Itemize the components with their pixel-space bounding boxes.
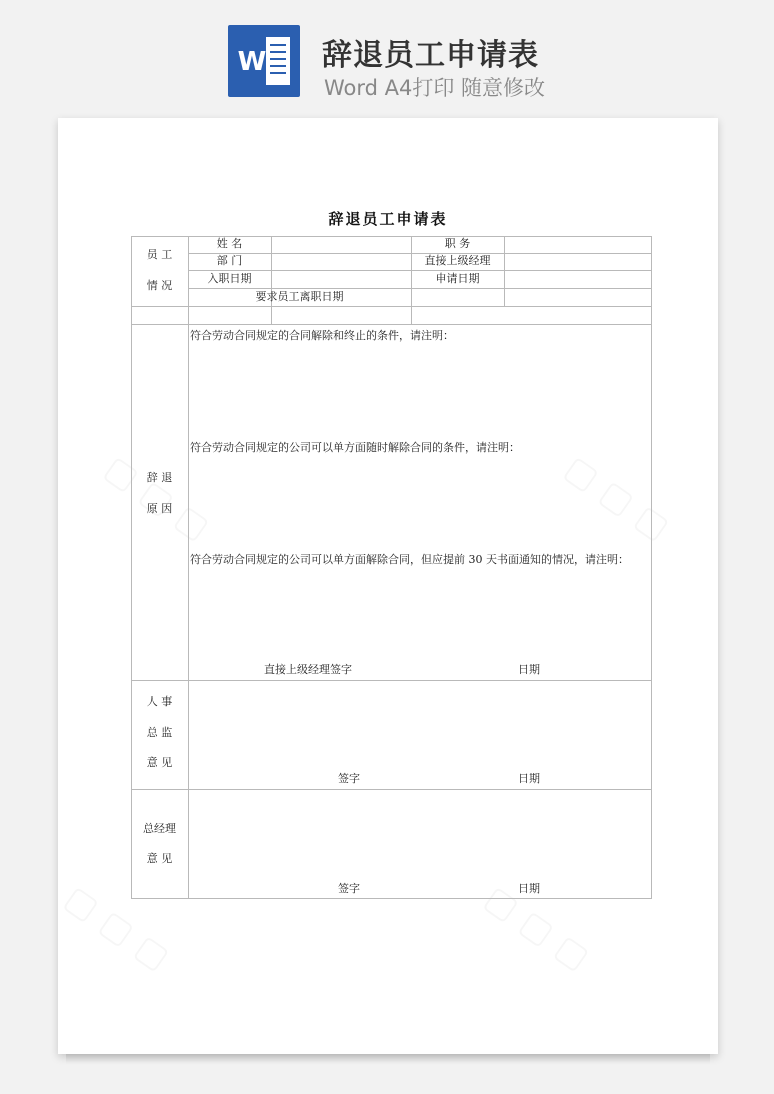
employee-section-label: 员 工 xyxy=(146,248,173,261)
header-subtitle: Word A4打印 随意修改 xyxy=(324,76,546,100)
document-title: 辞退员工申请表 xyxy=(328,210,448,228)
reason-section-label: 辞 退 xyxy=(146,471,173,484)
name-field[interactable] xyxy=(272,237,411,253)
paper-shadow xyxy=(66,1054,710,1064)
reason-clause-1: 符合劳动合同规定的合同解除和终止的条件，请注明： xyxy=(190,329,454,342)
word-icon xyxy=(228,25,300,97)
department-label: 部 门 xyxy=(216,254,243,267)
apply-date-field[interactable] xyxy=(505,272,651,288)
department-field[interactable] xyxy=(272,254,411,270)
gm-date-label: 日期 xyxy=(518,882,540,895)
gm-section-label: 意 见 xyxy=(146,852,173,865)
header-title: 辞退员工申请表 xyxy=(322,38,539,73)
hire-date-label: 入职日期 xyxy=(207,272,252,285)
hr-section-label: 意 见 xyxy=(146,756,173,769)
supervisor-field[interactable] xyxy=(505,254,651,270)
hire-date-field[interactable] xyxy=(272,272,411,288)
hr-section-label: 人 事 xyxy=(146,695,173,708)
word-letter: W xyxy=(237,47,267,77)
reason-clause-2: 符合劳动合同规定的公司可以单方面随时解除合同的条件，请注明： xyxy=(190,441,520,454)
hr-signature-label: 签字 xyxy=(338,772,360,785)
reason-date-label: 日期 xyxy=(518,663,540,676)
gm-section-label: 总经理 xyxy=(143,822,176,835)
supervisor-signature-label: 直接上级经理签字 xyxy=(264,663,352,676)
employee-section-label: 情 况 xyxy=(146,279,173,292)
gm-signature-label: 签字 xyxy=(338,882,360,895)
name-label: 姓 名 xyxy=(216,237,243,250)
position-label: 职 务 xyxy=(444,237,471,250)
header xyxy=(0,0,774,118)
resignation-form-table xyxy=(131,236,652,899)
supervisor-label: 直接上级经理 xyxy=(424,254,491,267)
hr-date-label: 日期 xyxy=(518,772,540,785)
reason-clause-3: 符合劳动合同规定的公司可以单方面解除合同，但应提前 30 天书面通知的情况，请注明： xyxy=(190,553,629,566)
hr-section-label: 总 监 xyxy=(146,726,173,739)
position-field[interactable] xyxy=(505,237,651,253)
reason-section-label: 原 因 xyxy=(146,502,173,515)
apply-date-label: 申请日期 xyxy=(435,272,480,285)
leave-date-field[interactable] xyxy=(412,290,651,306)
leave-date-label: 要求员工离职日期 xyxy=(255,290,344,303)
document-page xyxy=(58,118,718,1054)
